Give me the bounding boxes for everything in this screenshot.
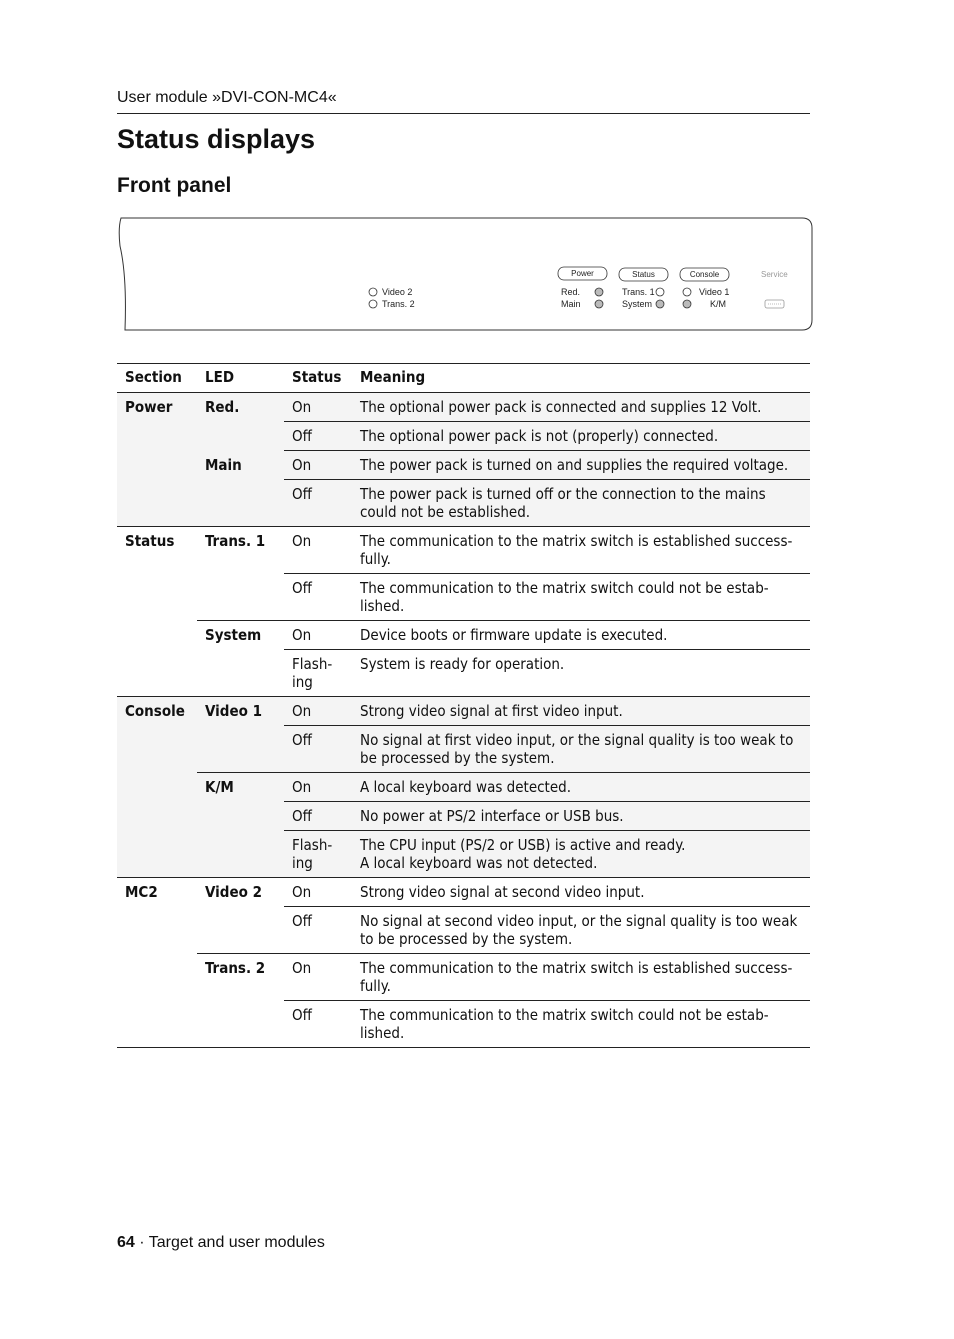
status-cell: Off	[284, 802, 352, 831]
section-cell: MC2	[117, 878, 197, 1048]
status-cell: On	[284, 697, 352, 726]
led-main-label: Main	[561, 299, 581, 309]
status-cell: Flash-ing	[284, 650, 352, 697]
meaning-cell: Strong video signal at second video input.	[352, 878, 810, 907]
table-row	[117, 451, 810, 480]
status-cell: On	[284, 393, 352, 422]
led-video2-label: Video 2	[382, 287, 413, 297]
status-cell: Off	[284, 574, 352, 621]
led-trans1-icon	[656, 288, 664, 296]
status-cell: Off	[284, 422, 352, 451]
section-cell: Status	[117, 527, 197, 697]
led-video1-label: Video 1	[699, 287, 730, 297]
meaning-cell: No signal at second video input, or the signal quality is too weak to be processed by the system.	[352, 907, 810, 954]
led-red-icon	[595, 288, 603, 296]
table-header-row	[117, 364, 810, 393]
footer-section-text: · Target and user modules	[134, 1234, 325, 1251]
led-red-label: Red.	[561, 287, 581, 297]
front-panel-illustration	[117, 216, 814, 332]
status-cell: Off	[284, 726, 352, 773]
meaning-cell: The power pack is turned off or the connection to the mains could not be established.	[352, 480, 810, 527]
led-video2-icon	[369, 288, 377, 296]
table-row	[117, 527, 810, 574]
led-cell: Video 1	[197, 697, 284, 773]
meaning-cell: The optional power pack is not (properly) connected.	[352, 422, 810, 451]
header-led: LED	[197, 364, 284, 393]
led-system-icon	[656, 300, 664, 308]
status-cell: On	[284, 954, 352, 1001]
led-cell: System	[197, 621, 284, 697]
table-row	[117, 954, 810, 1001]
meaning-cell: System is ready for operation.	[352, 650, 810, 697]
meaning-cell: No power at PS/2 interface or USB bus.	[352, 802, 810, 831]
service-label: Service	[761, 270, 788, 279]
status-cell: On	[284, 878, 352, 907]
meaning-cell: No signal at first video input, or the signal quality is too weak to be processed by the system.	[352, 726, 810, 773]
page-number: 64	[117, 1234, 135, 1251]
led-cell: Trans. 2	[197, 954, 284, 1048]
page-title: Status displays	[117, 124, 316, 154]
led-cell: Main	[197, 451, 284, 527]
meaning-cell: A local keyboard was detected.	[352, 773, 810, 802]
status-cell: Flash-ing	[284, 831, 352, 878]
console-button-label: Console	[689, 270, 720, 279]
led-km-icon	[683, 300, 691, 308]
led-video1-icon	[683, 288, 691, 296]
table-row	[117, 773, 810, 802]
status-button-label: Status	[632, 270, 655, 279]
led-cell: Red.	[197, 393, 284, 451]
running-header: User module »DVI-CON-MC4«	[117, 89, 337, 106]
led-main-icon	[595, 300, 603, 308]
status-table	[117, 363, 810, 1048]
table-row	[117, 621, 810, 650]
status-cell: Off	[284, 907, 352, 954]
led-cell: Trans. 1	[197, 527, 284, 621]
page-footer	[117, 1234, 325, 1252]
meaning-cell: The communication to the matrix switch could not be estab-lished.	[352, 574, 810, 621]
table-row	[117, 393, 810, 422]
status-cell: On	[284, 621, 352, 650]
status-cell: Off	[284, 480, 352, 527]
meaning-cell: The communication to the matrix switch is established success-fully.	[352, 527, 810, 574]
section-cell: Power	[117, 393, 197, 527]
meaning-cell: Device boots or firmware update is executed.	[352, 621, 810, 650]
header-section: Section	[117, 364, 197, 393]
meaning-cell: The optional power pack is connected and supplies 12 Volt.	[352, 393, 810, 422]
meaning-cell: The communication to the matrix switch could not be estab-lished.	[352, 1001, 810, 1048]
header-meaning: Meaning	[352, 364, 810, 393]
led-cell: K/M	[197, 773, 284, 878]
meaning-cell: The communication to the matrix switch is established success-fully.	[352, 954, 810, 1001]
section-cell: Console	[117, 697, 197, 878]
status-cell: On	[284, 773, 352, 802]
led-km-label: K/M	[710, 299, 727, 309]
meaning-cell: The power pack is turned on and supplies the required voltage.	[352, 451, 810, 480]
table-row	[117, 697, 810, 726]
header-rule	[117, 113, 810, 114]
led-cell: Video 2	[197, 878, 284, 954]
table-row	[117, 878, 810, 907]
power-button-label: Power	[571, 269, 594, 278]
status-cell: Off	[284, 1001, 352, 1048]
status-cell: On	[284, 451, 352, 480]
led-trans2-icon	[369, 300, 377, 308]
header-status: Status	[284, 364, 352, 393]
led-trans1-label: Trans. 1	[622, 287, 655, 297]
led-system-label: System	[622, 299, 653, 309]
led-trans2-label: Trans. 2	[382, 299, 415, 309]
meaning-cell: Strong video signal at first video input.	[352, 697, 810, 726]
section-title: Front panel	[117, 174, 232, 197]
meaning-cell: The CPU input (PS/2 or USB) is active and ready. A local keyboard was not detected.	[352, 831, 810, 878]
status-cell: On	[284, 527, 352, 574]
